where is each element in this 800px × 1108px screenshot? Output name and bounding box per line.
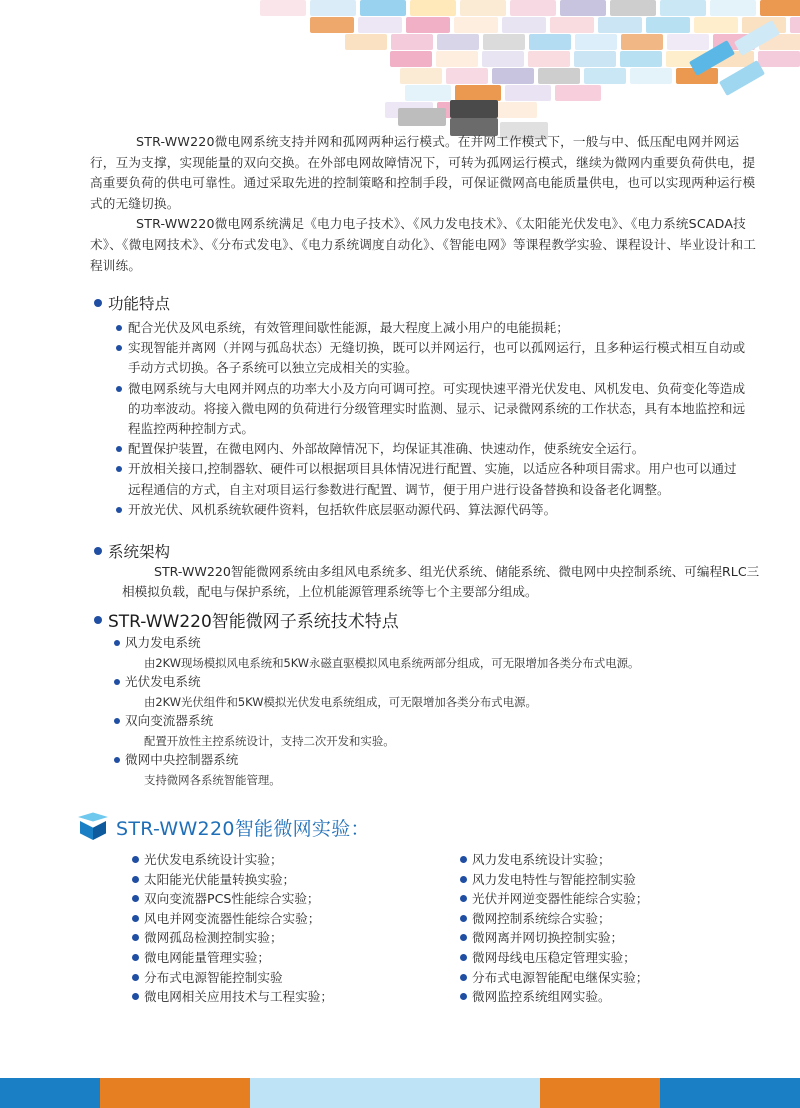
cube-icon (78, 812, 108, 842)
subsystem-name: 光伏发电系统 (125, 674, 201, 689)
footer-segment (660, 1078, 800, 1108)
bullet-icon (94, 299, 102, 307)
experiment-item: 微电网相关应用技术与工程实验； (132, 987, 333, 1007)
experiment-item: 光伏发电系统设计实验； (132, 850, 333, 870)
bullet-icon (94, 616, 102, 624)
features-heading: 功能特点 (94, 292, 170, 314)
bullet-icon (116, 446, 122, 452)
subsystem-name: 风力发电系统 (125, 635, 201, 650)
bullet-icon (132, 993, 139, 1000)
bullet-icon (116, 325, 122, 331)
subsystem-desc: 由2KW光伏组件和5KW模拟光伏发电系统组成，可无限增加各类分布式电源。 (144, 695, 537, 709)
bullet-icon (94, 547, 102, 555)
intro-paragraph-2: STR-WW220微电网系统满足《电力电子技术》、《风力发电技术》、《太阳能光伏发电》、《电力系统SCADA技术》、《微电网技术》、《分布式发电》、《电力系统调度自动化》、《智能电网》等课程教学实验、课程设计、毕业设计和工程训练。 (90, 216, 757, 273)
bullet-icon (132, 876, 139, 883)
subsystems-heading: STR-WW220智能微网子系统技术特点 (94, 607, 399, 632)
experiment-item: 微网控制系统综合实验； (460, 909, 648, 929)
experiments-list-right (460, 850, 648, 1007)
feature-item: 微电网系统与大电网并网点的功率大小及方向可调可控。可实现快速平滑光伏发电、风机发电、负荷变化等造成的功率波动。将接入微电网的负荷进行分级管理实时监测、显示、记录微网系统的工作状态，具有本地监控和远程监控两种控制方式。 (116, 379, 746, 440)
experiment-item: 分布式电源智能配电继保实验； (460, 968, 648, 988)
bullet-icon (132, 974, 139, 981)
experiment-item: 双向变流器PCS性能综合实验； (132, 889, 333, 909)
bullet-icon (460, 915, 467, 922)
bullet-icon (132, 915, 139, 922)
experiment-item: 风力发电系统设计实验； (460, 850, 648, 870)
experiment-item: 微网母线电压稳定管理实验； (460, 948, 648, 968)
subsystem-item-converter (114, 712, 754, 750)
intro-paragraph-1: STR-WW220微电网系统支持并网和孤网两种运行模式。在并网工作模式下，一般与中、低压配电网并网运行，互为支撑，实现能量的双向交换。在外部电网故障情况下，可转为孤网运行模式，继续为微网内重要负荷供电，提高重要负荷的供电可靠性。通过采取先进的控制策略和控制手段，可保证微网高电能质量供电，也可以实现两种运行模式的无缝切换。 (90, 134, 756, 211)
bullet-icon (460, 856, 467, 863)
subsystem-item-pv (114, 673, 754, 711)
experiment-item: 风力发电特性与智能控制实验 (460, 870, 648, 890)
bullet-icon (114, 679, 120, 685)
subsystem-desc: 由2KW现场模拟风电系统和5KW永磁直驱模拟风电系统两部分组成，可无限增加各类分布式电源。 (144, 656, 640, 670)
footer-segment (100, 1078, 250, 1108)
bullet-icon (132, 895, 139, 902)
bullet-icon (116, 386, 122, 392)
bullet-icon (114, 640, 120, 646)
subsystem-desc: 配置开放性主控系统设计，支持二次开发和实验。 (144, 734, 395, 748)
architecture-text: STR-WW220智能微网系统由多组风电系统多、组光伏系统、储能系统、微电网中央控制系统、可编程RLC三相模拟负载，配电与保护系统，上位机能源管理系统等七个主要部分组成。 (122, 564, 760, 600)
footer-segment (250, 1078, 540, 1108)
bullet-icon (460, 954, 467, 961)
experiments-list-left (132, 850, 333, 1007)
experiment-item: 光伏并网逆变器性能综合实验； (460, 889, 648, 909)
subsystem-item-wind (114, 634, 754, 672)
experiment-item: 分布式电源智能控制实验 (132, 968, 333, 988)
bullet-icon (460, 993, 467, 1000)
bullet-icon (460, 934, 467, 941)
footer-segment (0, 1078, 100, 1108)
feature-item: 实现智能并离网（并网与孤岛状态）无缝切换，既可以并网运行，也可以孤网运行，且多种运行模式相互自动或手动方式切换。各子系统可以独立完成相关的实验。 (116, 338, 746, 378)
bullet-icon (460, 974, 467, 981)
architecture-heading: 系统架构 (94, 540, 170, 562)
experiments-heading: STR-WW220智能微网实验： (78, 812, 370, 842)
experiment-item: 微网监控系统组网实验。 (460, 987, 648, 1007)
bullet-icon (460, 895, 467, 902)
feature-item: 开放相关接口,控制器软、硬件可以根据项目具体情况进行配置、实施，以适应各种项目需求。用户也可以通过远程通信的方式，自主对项目运行参数进行配置、调节，便于用户进行设备替换和设备老化调整。 (116, 459, 746, 499)
experiment-item: 风电并网变流器性能综合实验； (132, 909, 333, 929)
subsystem-item-controller (114, 751, 754, 789)
features-list (116, 318, 746, 520)
experiment-item: 微网离并网切换控制实验； (460, 928, 648, 948)
subsystem-name: 微网中央控制器系统 (125, 752, 239, 767)
subsystem-name: 双向变流器系统 (125, 713, 214, 728)
bullet-icon (460, 876, 467, 883)
subsystem-desc: 支持微网各系统智能管理。 (144, 773, 281, 787)
bullet-icon (132, 856, 139, 863)
feature-item: 配合光伏及风电系统，有效管理间歇性能源，最大程度上减小用户的电能损耗； (116, 318, 746, 338)
bullet-icon (116, 507, 122, 513)
experiment-item: 太阳能光伏能量转换实验； (132, 870, 333, 890)
feature-item: 开放光伏、风机系统软硬件资料，包括软件底层驱动源代码、算法源代码等。 (116, 500, 746, 520)
header-mosaic-decoration (0, 0, 800, 150)
bullet-icon (114, 757, 120, 763)
bullet-icon (116, 466, 122, 472)
intro-section (90, 132, 760, 276)
bullet-icon (114, 718, 120, 724)
footer-color-bar (0, 1078, 800, 1108)
bullet-icon (116, 345, 122, 351)
bullet-icon (132, 954, 139, 961)
experiment-item: 微网孤岛检测控制实验； (132, 928, 333, 948)
feature-item: 配置保护装置，在微电网内、外部故障情况下，均保证其准确、快速动作，使系统安全运行。 (116, 439, 746, 459)
bullet-icon (132, 934, 139, 941)
footer-segment (540, 1078, 660, 1108)
experiment-item: 微电网能量管理实验； (132, 948, 333, 968)
